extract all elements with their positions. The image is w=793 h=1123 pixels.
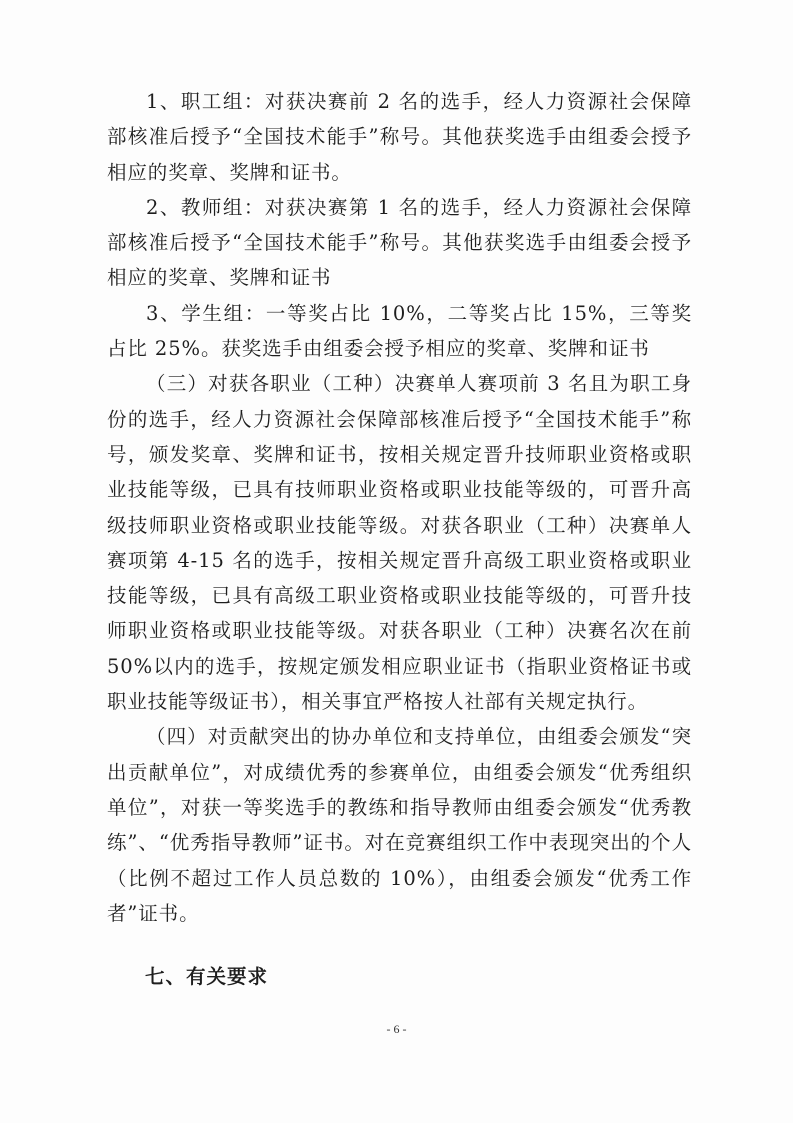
document-body xyxy=(107,84,692,931)
paragraph-section-four: （四）对贡献突出的协办单位和支持单位，由组委会颁发“突出贡献单位”，对成绩优秀的参赛单位，由组委会颁发“优秀组织单位”，对获一等奖选手的教练和指导教师由组委会颁发“优秀教练”、“优秀指导教师”证书。对在竞赛组织工作中表现突出的个人（比例不超过工作人员总数的 10%），由组委会颁发“优秀工作者”证书。 xyxy=(107,725,692,925)
paragraph-staff-group: 1、职工组：对获决赛前 2 名的选手，经人力资源社会保障部核准后授予“全国技术能手”称号。其他获奖选手由组委会授予相应的奖章、奖牌和证书。 xyxy=(107,90,692,184)
paragraph-section-three: （三）对获各职业（工种）决赛单人赛项前 3 名且为职工身份的选手，经人力资源社会保障部核准后授予“全国技术能手”称号，颁发奖章、奖牌和证书，按相关规定晋升技师职业资格或职业技能等级，已具有技师职业资格或职业技能等级的，可晋升高级技师职业资格或职业技能等级。对获各职业（工种）决赛单人赛项第 4-15 名的选手，按相关规定晋升高级工职业资格或职业技能等级，已具有高级工职业资格或职业技能等级的，可晋升技师职业资格或职业技能等级。对获各职业（工种）决赛名次在前 50%以内的选手，按规定颁发相应职业证书（指职业资格证书或职业技能等级证书），相关事宜严格按人社部有关规定执行。 xyxy=(107,372,692,714)
paragraph-teacher-group: 2、教师组：对获决赛第 1 名的选手，经人力资源社会保障部核准后授予“全国技术能手”称号。其他获奖选手由组委会授予相应的奖章、奖牌和证书 xyxy=(107,195,692,290)
paragraph-student-group: 3、学生组：一等奖占比 10%，二等奖占比 15%，三等奖占比 25%。获奖选手由组委会授予相应的奖章、奖牌和证书 xyxy=(107,301,692,361)
section-heading: 七、有关要求 xyxy=(145,965,269,988)
page-number: - 6 - xyxy=(386,1022,407,1036)
